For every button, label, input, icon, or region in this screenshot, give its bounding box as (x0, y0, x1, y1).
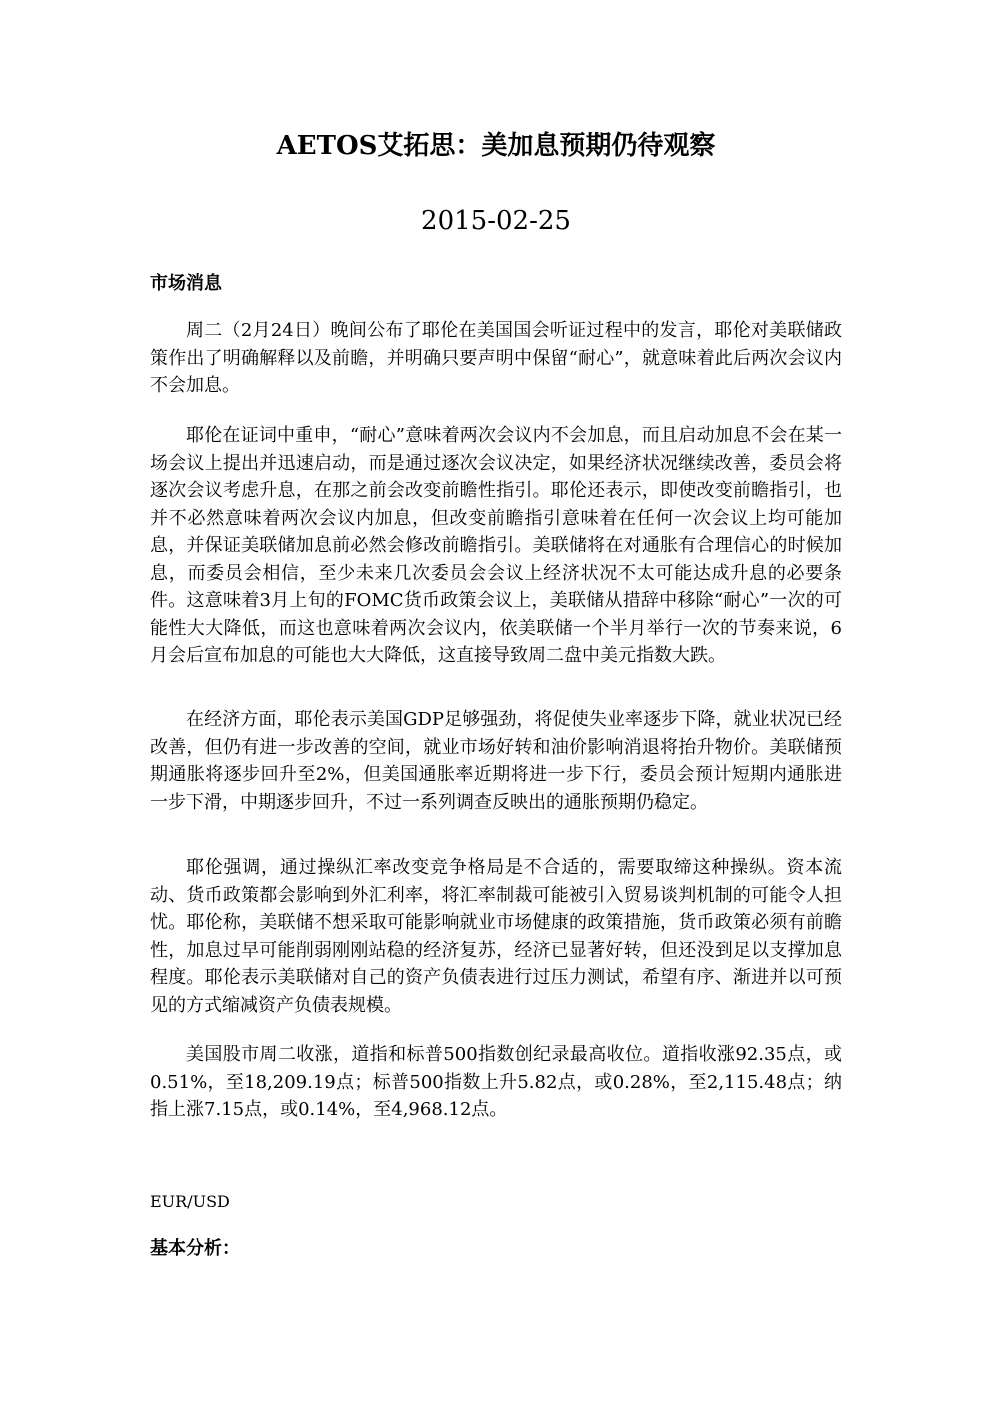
currency-pair-label: EUR/USD (150, 1192, 230, 1211)
paragraph: 耶伦在证词中重申，“耐心”意味着两次会议内不会加息，而且启动加息不会在某一场会议上提出并迅速启动，而是通过逐次会议决定，如果经济状况继续改善，委员会将逐次会议考虑升息，在那之前会改变前瞻性指引。耶伦还表示，即使改变前瞻指引，也并不必然意味着两次会议内加息，但改变前瞻指引意味着在任何一次会议上均可能加息，并保证美联储加息前必然会修改前瞻指引。美联储将在对通胀有合理信心的时候加息，而委员会相信，至少未来几次委员会会议上经济状况不太可能达成升息的必要条件。这意味着3月上旬的FOMC货币政策会议上，美联储从措辞中移除“耐心”一次的可能性大大降低，而这也意味着两次会议内，依美联储一个半月举行一次的节奏来说，6月会后宣布加息的可能也大大降低，这直接导致周二盘中美元指数大跌。 (150, 425, 842, 666)
paragraph: 美国股市周二收涨，道指和标普500指数创纪录最高收位。道指收涨92.35点，或0.51%，至18,209.19点；标普500指数上升5.82点，或0.28%，至2,115.48点；纳指上涨7.15点，或0.14%，至4,968.12点。 (150, 1044, 842, 1120)
section-heading-basic-analysis: 基本分析： (150, 1238, 240, 1259)
paragraph: 周二（2月24日）晚间公布了耶伦在美国国会听证过程中的发言，耶伦对美联储政策作出了明确解释以及前瞻，并明确只要声明中保留“耐心”，就意味着此后两次会议内不会加息。 (150, 320, 842, 396)
document-title: AETOS艾拓思：美加息预期仍待观察 (276, 131, 716, 161)
paragraph: 在经济方面，耶伦表示美国GDP足够强劲，将促使失业率逐步下降，就业状况已经改善，但仍有进一步改善的空间，就业市场好转和油价影响消退将抬升物价。美联储预期通胀将逐步回升至2%，但美国通胀率近期将进一步下行，委员会预计短期内通胀进一步下滑，中期逐步回升，不过一系列调查反映出的通胀预期仍稳定。 (150, 709, 842, 813)
section-heading-market-news: 市场消息 (150, 273, 222, 294)
document-date: 2015-02-25 (421, 206, 571, 236)
paragraph: 耶伦强调，通过操纵汇率改变竞争格局是不合适的，需要取缔这种操纵。资本流动、货币政策都会影响到外汇利率，将汇率制裁可能被引入贸易谈判机制的可能令人担忧。耶伦称，美联储不想采取可能影响就业市场健康的政策措施，货币政策必须有前瞻性，加息过早可能削弱刚刚站稳的经济复苏，经济已显著好转，但还没到足以支撑加息程度。耶伦表示美联储对自己的资产负债表进行过压力测试，希望有序、渐进并以可预见的方式缩减资产负债表规模。 (150, 857, 842, 1016)
